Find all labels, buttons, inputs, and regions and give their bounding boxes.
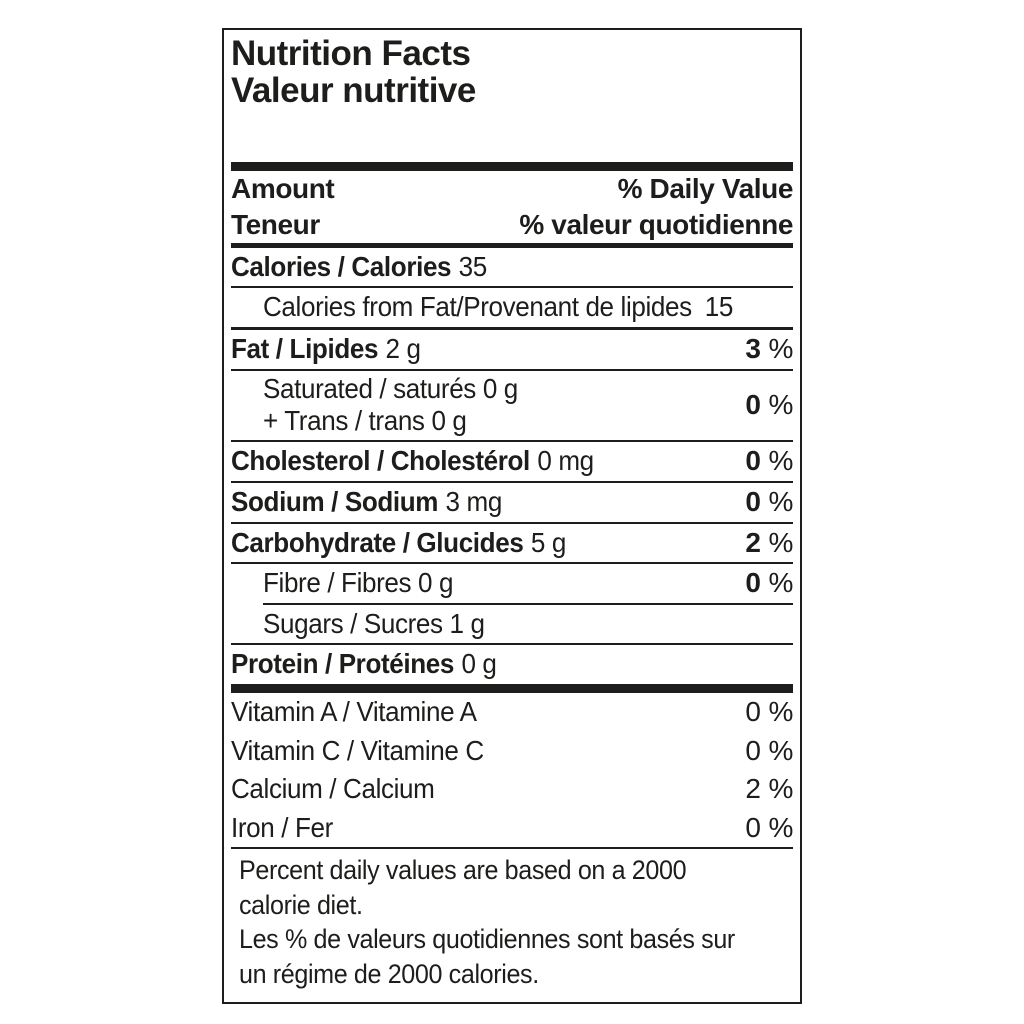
row-calcium-dv-number: 2 — [745, 773, 761, 805]
row-fat-name: Fat / Lipides — [231, 333, 379, 364]
row-fibre-name: Fibre / Fibres 0 g — [263, 567, 454, 599]
row-vitamin-a-dv-number: 0 — [745, 695, 761, 727]
row-iron-dv-number: 0 — [745, 811, 761, 843]
footnote — [231, 849, 793, 991]
micronutrients-section — [231, 693, 793, 847]
row-protein-name: Protein / Protéines — [231, 648, 455, 680]
row-iron-name: Iron / Fer — [231, 811, 333, 843]
row-calories-from-fat-name: Calories from Fat/Provenant de lipides — [263, 291, 692, 323]
row-saturated-percent-sign: % — [768, 389, 793, 421]
header-daily-value-en: % Daily Value — [617, 172, 793, 204]
row-cholesterol — [231, 442, 793, 481]
row-calories-value: 35 — [458, 250, 487, 282]
footnote-en-line1: Percent daily values are based on a 2000 — [239, 855, 687, 886]
row-cholesterol-percent-sign: % — [768, 445, 793, 477]
row-fat — [231, 330, 793, 369]
row-saturated-line1: Saturated / saturés 0 g — [263, 372, 518, 404]
row-vitamin-c-name: Vitamin C / Vitamine C — [231, 734, 484, 766]
row-carbohydrate-percent-sign: % — [768, 526, 793, 558]
header-row-en — [231, 171, 793, 207]
footnote-fr-line1: Les % de valeurs quotidiennes sont basés sur — [239, 924, 735, 955]
row-calories — [231, 248, 793, 287]
row-saturated-daily-value — [745, 388, 793, 422]
row-saturated-line2: + Trans / trans 0 g — [263, 404, 467, 436]
row-fibre — [231, 564, 793, 603]
header-amount-fr: Teneur — [231, 208, 320, 240]
row-saturated-dv-number: 0 — [745, 389, 761, 421]
row-fat-amount: 2 g — [385, 333, 421, 364]
row-carbohydrate-name: Carbohydrate / Glucides — [231, 526, 524, 558]
label-title-block — [231, 36, 793, 110]
row-calcium-daily-value — [745, 772, 793, 806]
row-fat-dv-number: 3 — [745, 333, 761, 364]
row-carbohydrate — [231, 524, 793, 563]
row-fibre-dv-number: 0 — [745, 567, 761, 599]
row-saturated-trans — [231, 371, 793, 441]
row-fibre-daily-value — [745, 566, 793, 600]
divider-thick-header — [231, 162, 793, 171]
row-vitamin-c — [231, 732, 793, 771]
row-fat-daily-value — [745, 332, 793, 366]
row-sodium-amount: 3 mg — [445, 485, 502, 517]
nutrition-facts-label — [222, 28, 802, 1004]
footnote-en-line2: calorie diet. — [239, 889, 363, 920]
label-title-en: Nutrition Facts — [231, 34, 471, 73]
header-amount-en: Amount — [231, 172, 335, 204]
row-cholesterol-amount: 0 mg — [537, 445, 594, 477]
row-calcium-percent-sign: % — [768, 773, 793, 805]
header-row-fr — [231, 207, 793, 243]
row-iron-daily-value — [745, 811, 793, 845]
row-cholesterol-daily-value — [745, 444, 793, 478]
row-carbohydrate-amount: 5 g — [530, 526, 566, 558]
row-fat-percent-sign: % — [768, 333, 793, 364]
row-sodium-name: Sodium / Sodium — [231, 485, 439, 517]
row-carbohydrate-dv-number: 2 — [745, 526, 761, 558]
divider-thick-protein — [231, 684, 793, 693]
row-calories-from-fat-value: 15 — [704, 291, 734, 323]
footnote-fr-line2: un régime de 2000 calories. — [239, 958, 539, 989]
row-vitamin-a-name: Vitamin A / Vitamine A — [231, 695, 477, 727]
row-calcium-name: Calcium / Calcium — [231, 773, 435, 805]
row-vitamin-c-percent-sign: % — [768, 734, 793, 766]
row-sodium — [231, 483, 793, 522]
row-vitamin-a — [231, 693, 793, 732]
row-cholesterol-name: Cholesterol / Cholestérol — [231, 445, 530, 477]
row-fibre-percent-sign: % — [768, 567, 793, 599]
row-vitamin-c-daily-value — [745, 734, 793, 768]
header-daily-value-fr: % valeur quotidienne — [519, 208, 793, 240]
row-cholesterol-dv-number: 0 — [745, 445, 761, 477]
row-sugars — [231, 605, 793, 644]
row-protein — [231, 645, 793, 684]
row-vitamin-a-daily-value — [745, 695, 793, 729]
label-title-fr: Valeur nutritive — [231, 70, 476, 110]
row-carbohydrate-daily-value — [745, 526, 793, 560]
row-vitamin-c-dv-number: 0 — [745, 734, 761, 766]
row-calories-name: Calories / Calories — [231, 250, 452, 282]
row-iron-percent-sign: % — [768, 811, 793, 843]
row-sodium-percent-sign: % — [768, 485, 793, 517]
row-protein-amount: 0 g — [461, 648, 497, 680]
row-sodium-daily-value — [745, 485, 793, 519]
row-calories-from-fat — [231, 288, 793, 327]
row-sugars-name: Sugars / Sucres 1 g — [263, 607, 485, 639]
row-iron — [231, 809, 793, 848]
row-calcium — [231, 770, 793, 809]
row-sodium-dv-number: 0 — [745, 485, 761, 517]
row-vitamin-a-percent-sign: % — [768, 695, 793, 727]
